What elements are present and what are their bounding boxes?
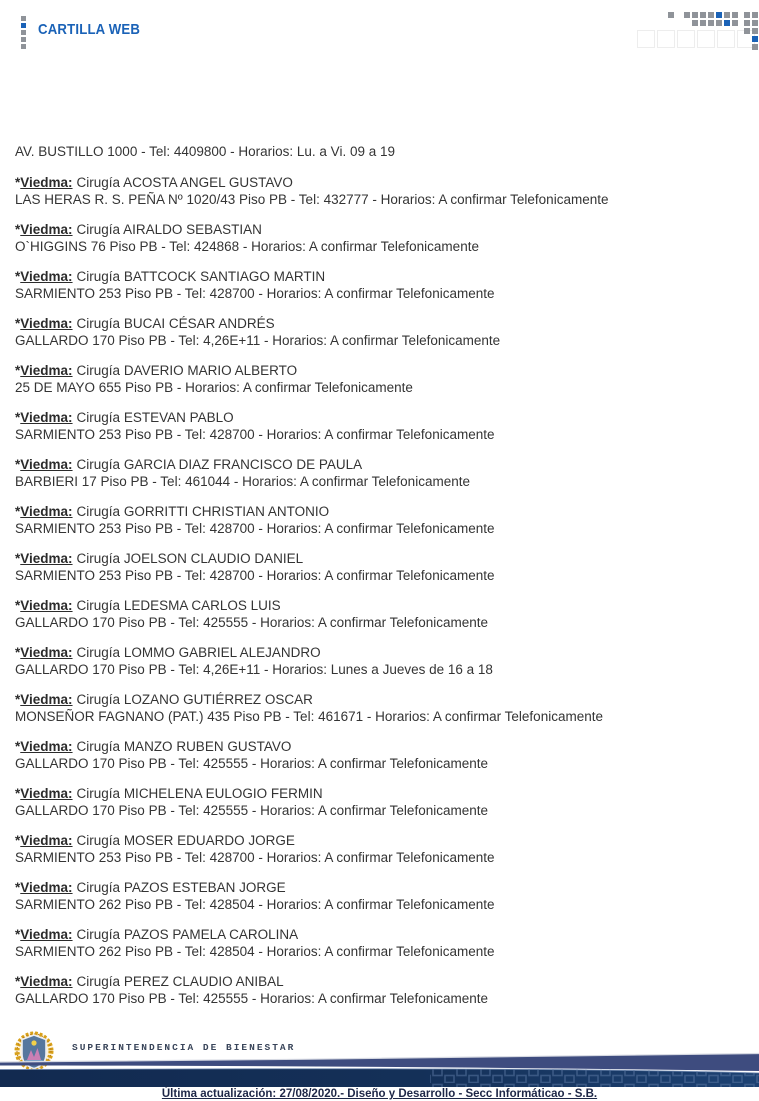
directory-entry — [15, 879, 735, 913]
entry-city: Viedma: — [20, 692, 73, 707]
directory-content — [15, 143, 735, 1020]
pixel-square — [716, 20, 722, 26]
entry-title — [15, 550, 735, 567]
entry-city: Viedma: — [20, 551, 73, 566]
entry-details: GALLARDO 170 Piso PB - Tel: 425555 - Horarios: A confirmar Telefonicamente — [15, 615, 488, 630]
directory-entry — [15, 926, 735, 960]
entry-marker: * — [15, 410, 21, 425]
entry-city: Viedma: — [20, 645, 73, 660]
pixel-square — [752, 44, 758, 50]
entry-city: Viedma: — [20, 739, 73, 754]
entry-marker: * — [15, 269, 21, 284]
entry-city: Viedma: — [20, 974, 73, 989]
entry-city: Viedma: — [20, 927, 73, 942]
entry-marker: * — [15, 692, 21, 707]
entry-name: Cirugía ESTEVAN PABLO — [76, 410, 234, 425]
entry-name: Cirugía MANZO RUBEN GUSTAVO — [76, 739, 292, 754]
entry-marker: * — [15, 457, 21, 472]
directory-entry — [15, 174, 735, 208]
entry-details: GALLARDO 170 Piso PB - Tel: 425555 - Horarios: A confirmar Telefonicamente — [15, 991, 488, 1006]
entry-marker: * — [15, 504, 21, 519]
entry-details: SARMIENTO 253 Piso PB - Tel: 428700 - Horarios: A confirmar Telefonicamente — [15, 427, 495, 442]
entry-name: Cirugía LOMMO GABRIEL ALEJANDRO — [76, 645, 321, 660]
entry-title — [15, 362, 735, 379]
pixel-square — [668, 12, 674, 18]
entry-name: Cirugía BUCAI CÉSAR ANDRÉS — [76, 316, 275, 331]
entry-city: Viedma: — [20, 457, 73, 472]
directory-entry — [15, 409, 735, 443]
entry-marker: * — [15, 363, 21, 378]
entry-details: LAS HERAS R. S. PEÑA Nº 1020/43 Piso PB - Tel: 432777 - Horarios: A confirmar Telefonicamente — [15, 192, 609, 207]
pixel-square — [684, 12, 690, 18]
pixel-square — [708, 20, 714, 26]
pixel-square — [677, 30, 695, 48]
entry-city: Viedma: — [20, 880, 73, 895]
pixel-square — [692, 20, 698, 26]
entry-marker: * — [15, 316, 21, 331]
pixel-square — [657, 30, 675, 48]
entry-marker: * — [15, 175, 21, 190]
entry-title — [15, 926, 735, 943]
entry-marker: * — [15, 786, 21, 801]
pixel-square — [724, 12, 730, 18]
page-title: CARTILLA WEB — [38, 21, 141, 38]
directory-entry — [15, 503, 735, 537]
entry-marker: * — [15, 598, 21, 613]
entry-details: 25 DE MAYO 655 Piso PB - Horarios: A confirmar Telefonicamente — [15, 380, 413, 395]
entry-details: SARMIENTO 253 Piso PB - Tel: 428700 - Horarios: A confirmar Telefonicamente — [15, 850, 495, 865]
entry-details: SARMIENTO 253 Piso PB - Tel: 428700 - Horarios: A confirmar Telefonicamente — [15, 568, 495, 583]
pixel-square — [752, 28, 758, 34]
entry-details: BARBIERI 17 Piso PB - Tel: 461044 - Horarios: A confirmar Telefonicamente — [15, 474, 470, 489]
pixel-square — [692, 12, 698, 18]
directory-entry — [15, 785, 735, 819]
pixel-square — [732, 12, 738, 18]
entry-marker: * — [15, 739, 21, 754]
pixel-square — [21, 23, 26, 28]
entry-name: Cirugía PAZOS PAMELA CAROLINA — [76, 927, 299, 942]
directory-entry — [15, 644, 735, 678]
entry-title — [15, 456, 735, 473]
entry-details: GALLARDO 170 Piso PB - Tel: 425555 - Horarios: A confirmar Telefonicamente — [15, 756, 488, 771]
intro-line: AV. BUSTILLO 1000 - Tel: 4409800 - Horarios: Lu. a Vi. 09 a 19 — [15, 144, 395, 159]
entry-name: Cirugía BATTCOCK SANTIAGO MARTIN — [76, 269, 326, 284]
entry-marker: * — [15, 551, 21, 566]
pixel-square — [752, 36, 758, 42]
pixel-square — [724, 20, 730, 26]
organization-name: SUPERINTENDENCIA DE BIENESTAR — [72, 1042, 296, 1053]
entry-title — [15, 832, 735, 849]
directory-entry — [15, 832, 735, 866]
entry-details: SARMIENTO 262 Piso PB - Tel: 428504 - Horarios: A confirmar Telefonicamente — [15, 944, 495, 959]
entry-title — [15, 221, 735, 238]
pixel-square — [637, 30, 655, 48]
entry-city: Viedma: — [20, 598, 73, 613]
entry-title — [15, 597, 735, 614]
entry-marker: * — [15, 833, 21, 848]
entry-title — [15, 174, 735, 191]
directory-entry — [15, 550, 735, 584]
directory-entry — [15, 973, 735, 1007]
entry-city: Viedma: — [20, 175, 73, 190]
entry-name: Cirugía PEREZ CLAUDIO ANIBAL — [76, 974, 284, 989]
pixel-square — [732, 20, 738, 26]
entry-name: Cirugía PAZOS ESTEBAN JORGE — [76, 880, 286, 895]
directory-entry — [15, 221, 735, 255]
directory-entry — [15, 268, 735, 302]
entry-marker: * — [15, 645, 21, 660]
pixel-square — [716, 12, 722, 18]
entry-marker: * — [15, 222, 21, 237]
entry-name: Cirugía DAVERIO MARIO ALBERTO — [76, 363, 298, 378]
entry-details: GALLARDO 170 Piso PB - Tel: 4,26E+11 - Horarios: A confirmar Telefonicamente — [15, 333, 501, 348]
footer — [0, 1029, 759, 1101]
pixel-square — [744, 12, 750, 18]
pixel-square — [744, 28, 750, 34]
entry-details: SARMIENTO 253 Piso PB - Tel: 428700 - Horarios: A confirmar Telefonicamente — [15, 286, 495, 301]
pixel-square — [752, 20, 758, 26]
entry-name: Cirugía GORRITTI CHRISTIAN ANTONIO — [76, 504, 330, 519]
directory-entry — [15, 691, 735, 725]
entry-city: Viedma: — [20, 410, 73, 425]
pixel-square — [21, 16, 26, 21]
entry-name: Cirugía MOSER EDUARDO JORGE — [76, 833, 295, 848]
pixel-square — [21, 30, 26, 35]
directory-entry — [15, 738, 735, 772]
pixel-square — [700, 20, 706, 26]
pixel-square — [744, 20, 750, 26]
directory-entry — [15, 597, 735, 631]
entry-details: SARMIENTO 253 Piso PB - Tel: 428700 - Horarios: A confirmar Telefonicamente — [15, 521, 495, 536]
pixel-square — [697, 30, 715, 48]
entry-city: Viedma: — [20, 363, 73, 378]
entry-title — [15, 879, 735, 896]
entry-marker: * — [15, 974, 21, 989]
entry-name: Cirugía GARCIA DIAZ FRANCISCO DE PAULA — [76, 457, 363, 472]
pixel-square — [21, 37, 26, 42]
pixel-square — [708, 12, 714, 18]
entry-name: Cirugía LEDESMA CARLOS LUIS — [76, 598, 281, 613]
pixel-square — [21, 44, 26, 49]
entry-details: MONSEÑOR FAGNANO (PAT.) 435 Piso PB - Tel: 461671 - Horarios: A confirmar Telefonicamente — [15, 709, 603, 724]
entry-title — [15, 409, 735, 426]
entry-city: Viedma: — [20, 833, 73, 848]
entry-title — [15, 315, 735, 332]
pixel-square — [700, 12, 706, 18]
entry-city: Viedma: — [20, 269, 73, 284]
entry-details: SARMIENTO 262 Piso PB - Tel: 428504 - Horarios: A confirmar Telefonicamente — [15, 897, 495, 912]
entry-title — [15, 973, 735, 990]
entry-city: Viedma: — [20, 504, 73, 519]
entry-title — [15, 268, 735, 285]
directory-entry — [15, 362, 735, 396]
entry-name: Cirugía JOELSON CLAUDIO DANIEL — [76, 551, 304, 566]
entry-name: Cirugía MICHELENA EULOGIO FERMIN — [76, 786, 323, 801]
entry-city: Viedma: — [20, 316, 73, 331]
pixel-square — [717, 30, 735, 48]
entry-title — [15, 738, 735, 755]
footer-swoosh-band — [0, 1051, 759, 1087]
entry-title — [15, 785, 735, 802]
entry-details: GALLARDO 170 Piso PB - Tel: 425555 - Horarios: A confirmar Telefonicamente — [15, 803, 488, 818]
entry-city: Viedma: — [20, 786, 73, 801]
pixel-square — [752, 12, 758, 18]
entry-details: O`HIGGINS 76 Piso PB - Tel: 424868 - Horarios: A confirmar Telefonicamente — [15, 239, 479, 254]
entry-marker: * — [15, 880, 21, 895]
entry-name: Cirugía LOZANO GUTIÉRREZ OSCAR — [76, 692, 313, 707]
entry-title — [15, 691, 735, 708]
entry-name: Cirugía AIRALDO SEBASTIAN — [76, 222, 262, 237]
directory-entry — [15, 456, 735, 490]
entry-city: Viedma: — [20, 222, 73, 237]
entry-title — [15, 644, 735, 661]
entry-name: Cirugía ACOSTA ANGEL GUSTAVO — [76, 175, 293, 190]
last-update-line: Última actualización: 27/08/2020.- Diseño y Desarrollo - Secc Informáticao - S.B. — [161, 1088, 598, 1100]
entry-title — [15, 503, 735, 520]
entries-list — [15, 174, 735, 1007]
directory-entry — [15, 315, 735, 349]
entry-details: GALLARDO 170 Piso PB - Tel: 4,26E+11 - Horarios: Lunes a Jueves de 16 a 18 — [15, 662, 493, 677]
entry-marker: * — [15, 927, 21, 942]
